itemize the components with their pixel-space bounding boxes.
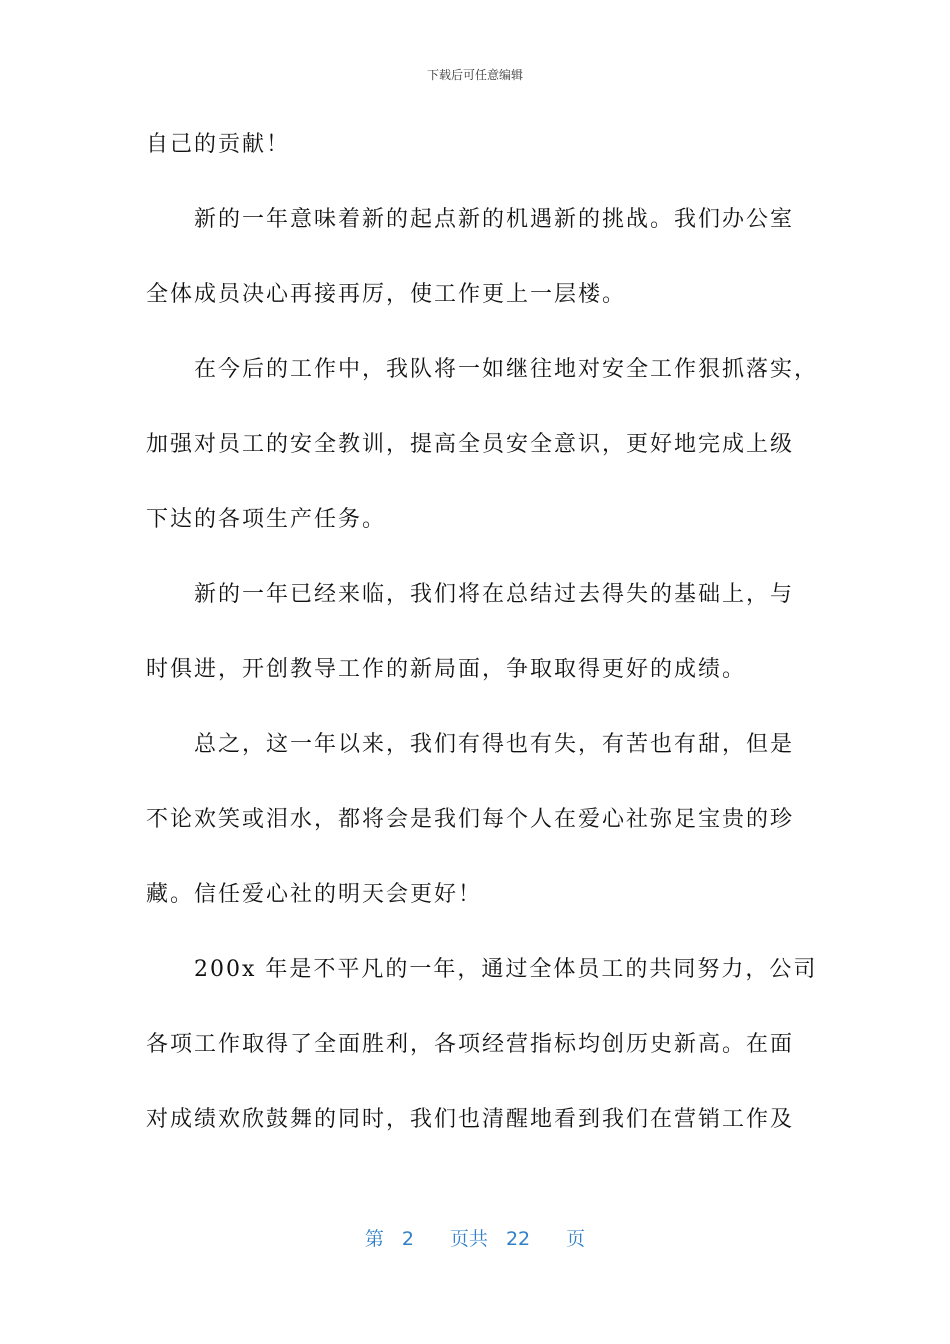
- text-line: 时俱进，开创教导工作的新局面，争取取得更好的成绩。: [146, 657, 747, 682]
- page-footer: [0, 1226, 950, 1252]
- text-line: 200x 年是不平凡的一年，通过全体员工的共同努力，公司: [194, 957, 818, 982]
- page-header-note: 下载后可任意编辑: [426, 68, 523, 82]
- text-line: 加强对员工的安全教训，提高全员安全意识，更好地完成上级: [146, 432, 795, 457]
- text-line: 在今后的工作中，我队将一如继往地对安全工作狠抓落实，: [194, 357, 819, 382]
- text-line: 对成绩欢欣鼓舞的同时，我们也清醒地看到我们在营销工作及: [146, 1107, 795, 1132]
- footer-total-pages: 22: [505, 1228, 531, 1250]
- text-line: 新的一年意味着新的起点新的机遇新的挑战。我们办公室: [194, 207, 795, 232]
- footer-current-page: 2: [401, 1228, 414, 1250]
- text-line: 全体成员决心再接再厉，使工作更上一层楼。: [146, 282, 627, 307]
- text-line: 下达的各项生产任务。: [146, 507, 387, 532]
- text-line: 总之，这一年以来，我们有得也有失，有苦也有甜，但是: [194, 732, 795, 757]
- footer-middle: 页共: [449, 1228, 488, 1250]
- text-line: 各项工作取得了全面胜利，各项经营指标均创历史新高。在面: [146, 1032, 795, 1057]
- text-line: 自己的贡献！: [146, 132, 291, 157]
- text-line: 藏。信任爱心社的明天会更好！: [146, 882, 483, 907]
- text-line: 不论欢笑或泪水，都将会是我们每个人在爱心社弥足宝贵的珍: [146, 807, 795, 832]
- footer-prefix: 第: [364, 1228, 384, 1250]
- footer-suffix: 页: [566, 1228, 586, 1250]
- text-line: 新的一年已经来临，我们将在总结过去得失的基础上，与: [194, 582, 795, 607]
